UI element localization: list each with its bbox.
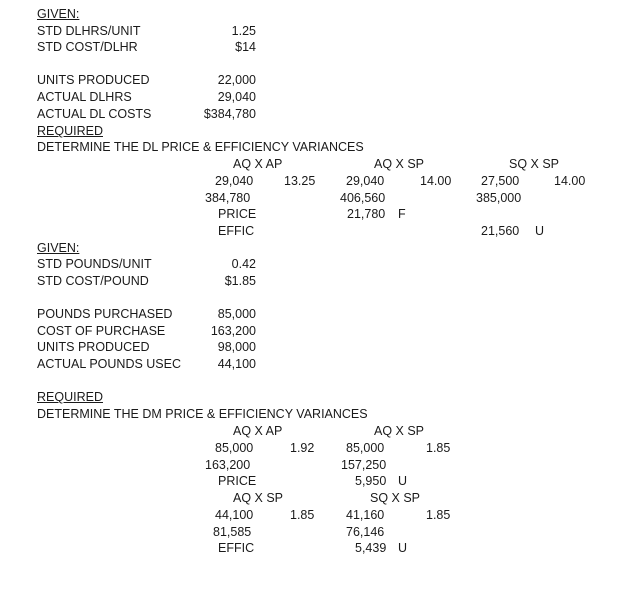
dm-price-col2-total: 157,250 [341,458,387,472]
dl-std-hrs-label: STD DLHRS/UNIT [37,24,141,38]
dl-col2-header: AQ X SP [374,157,425,171]
dl-col1-total: 384,780 [205,191,251,205]
dl-actual-hrs-label: ACTUAL DLHRS [37,90,132,104]
dl-col2-qty: 29,040 [346,174,385,188]
dm-price-variance: 5,950 [355,474,387,488]
dl-actual-hrs-value: 29,040 [217,90,256,104]
dl-col2-rate: 14.00 [420,174,452,188]
dm-std-cost-value: $1.85 [224,274,256,288]
dm-given-heading: GIVEN: [37,241,80,255]
dl-effic-variance-flag: U [535,224,545,238]
dm-price-col2-header: AQ X SP [374,424,425,438]
dm-effic-col1-rate: 1.85 [290,508,315,522]
dl-col1-qty: 29,040 [215,174,254,188]
dm-required-heading: REQUIRED [37,390,103,404]
dl-col3-total: 385,000 [476,191,522,205]
dm-effic-col2-total: 76,146 [346,525,385,539]
dl-actual-costs-label: ACTUAL DL COSTS [37,107,152,121]
dm-pounds-used-label: ACTUAL POUNDS USEC [37,357,182,371]
dl-std-hrs-value: 1.25 [231,24,256,38]
dm-price-col2-rate: 1.85 [426,441,451,455]
dm-effic-col1-total: 81,585 [213,525,252,539]
dl-task: DETERMINE THE DL PRICE & EFFICIENCY VARIANCES [37,140,364,154]
dl-col2-total: 406,560 [340,191,386,205]
dm-pounds-used-value: 44,100 [217,357,256,371]
dm-price-col1-header: AQ X AP [233,424,283,438]
dm-effic-variance-flag: U [398,541,408,555]
dm-price-label: PRICE [218,474,257,488]
dm-price-col1-total: 163,200 [205,458,251,472]
dm-effic-col2-qty: 41,160 [346,508,385,522]
dl-effic-variance: 21,560 [481,224,520,238]
dm-task: DETERMINE THE DM PRICE & EFFICIENCY VARIANCES [37,407,368,421]
dm-price-col1-rate: 1.92 [290,441,315,455]
dm-price-variance-flag: U [398,474,408,488]
dl-std-cost-label: STD COST/DLHR [37,40,138,54]
dl-col3-qty: 27,500 [481,174,520,188]
dl-col3-rate: 14.00 [554,174,586,188]
dm-std-pounds-value: 0.42 [231,257,256,271]
dl-given-heading: GIVEN: [37,7,80,21]
dm-effic-col2-rate: 1.85 [426,508,451,522]
dl-units-value: 22,000 [217,73,256,87]
dm-pounds-purchased-label: POUNDS PURCHASED [37,307,173,321]
dl-units-label: UNITS PRODUCED [37,73,150,87]
dl-col3-header: SQ X SP [509,157,560,171]
dm-effic-variance: 5,439 [355,541,387,555]
dl-std-cost-value: $14 [235,40,256,54]
dm-pounds-purchased-value: 85,000 [217,307,256,321]
dm-units-value: 98,000 [217,340,256,354]
dm-effic-label: EFFIC [218,541,255,555]
dm-effic-col1-qty: 44,100 [215,508,254,522]
dl-required-heading: REQUIRED [37,124,103,138]
dm-std-pounds-label: STD POUNDS/UNIT [37,257,152,271]
dm-price-col2-qty: 85,000 [346,441,385,455]
dm-cost-of-purchase-label: COST OF PURCHASE [37,324,166,338]
dl-price-variance-flag: F [398,207,406,221]
dl-col1-header: AQ X AP [233,157,283,171]
dl-actual-costs-value: $384,780 [203,107,256,121]
dl-col1-rate: 13.25 [284,174,316,188]
dl-effic-label: EFFIC [218,224,255,238]
dm-cost-of-purchase-value: 163,200 [210,324,256,338]
dm-std-cost-label: STD COST/POUND [37,274,149,288]
dm-effic-col2-header: SQ X SP [370,491,421,505]
dm-effic-col1-header: AQ X SP [233,491,284,505]
dl-price-label: PRICE [218,207,257,221]
dm-units-label: UNITS PRODUCED [37,340,150,354]
dm-price-col1-qty: 85,000 [215,441,254,455]
dl-price-variance: 21,780 [347,207,386,221]
